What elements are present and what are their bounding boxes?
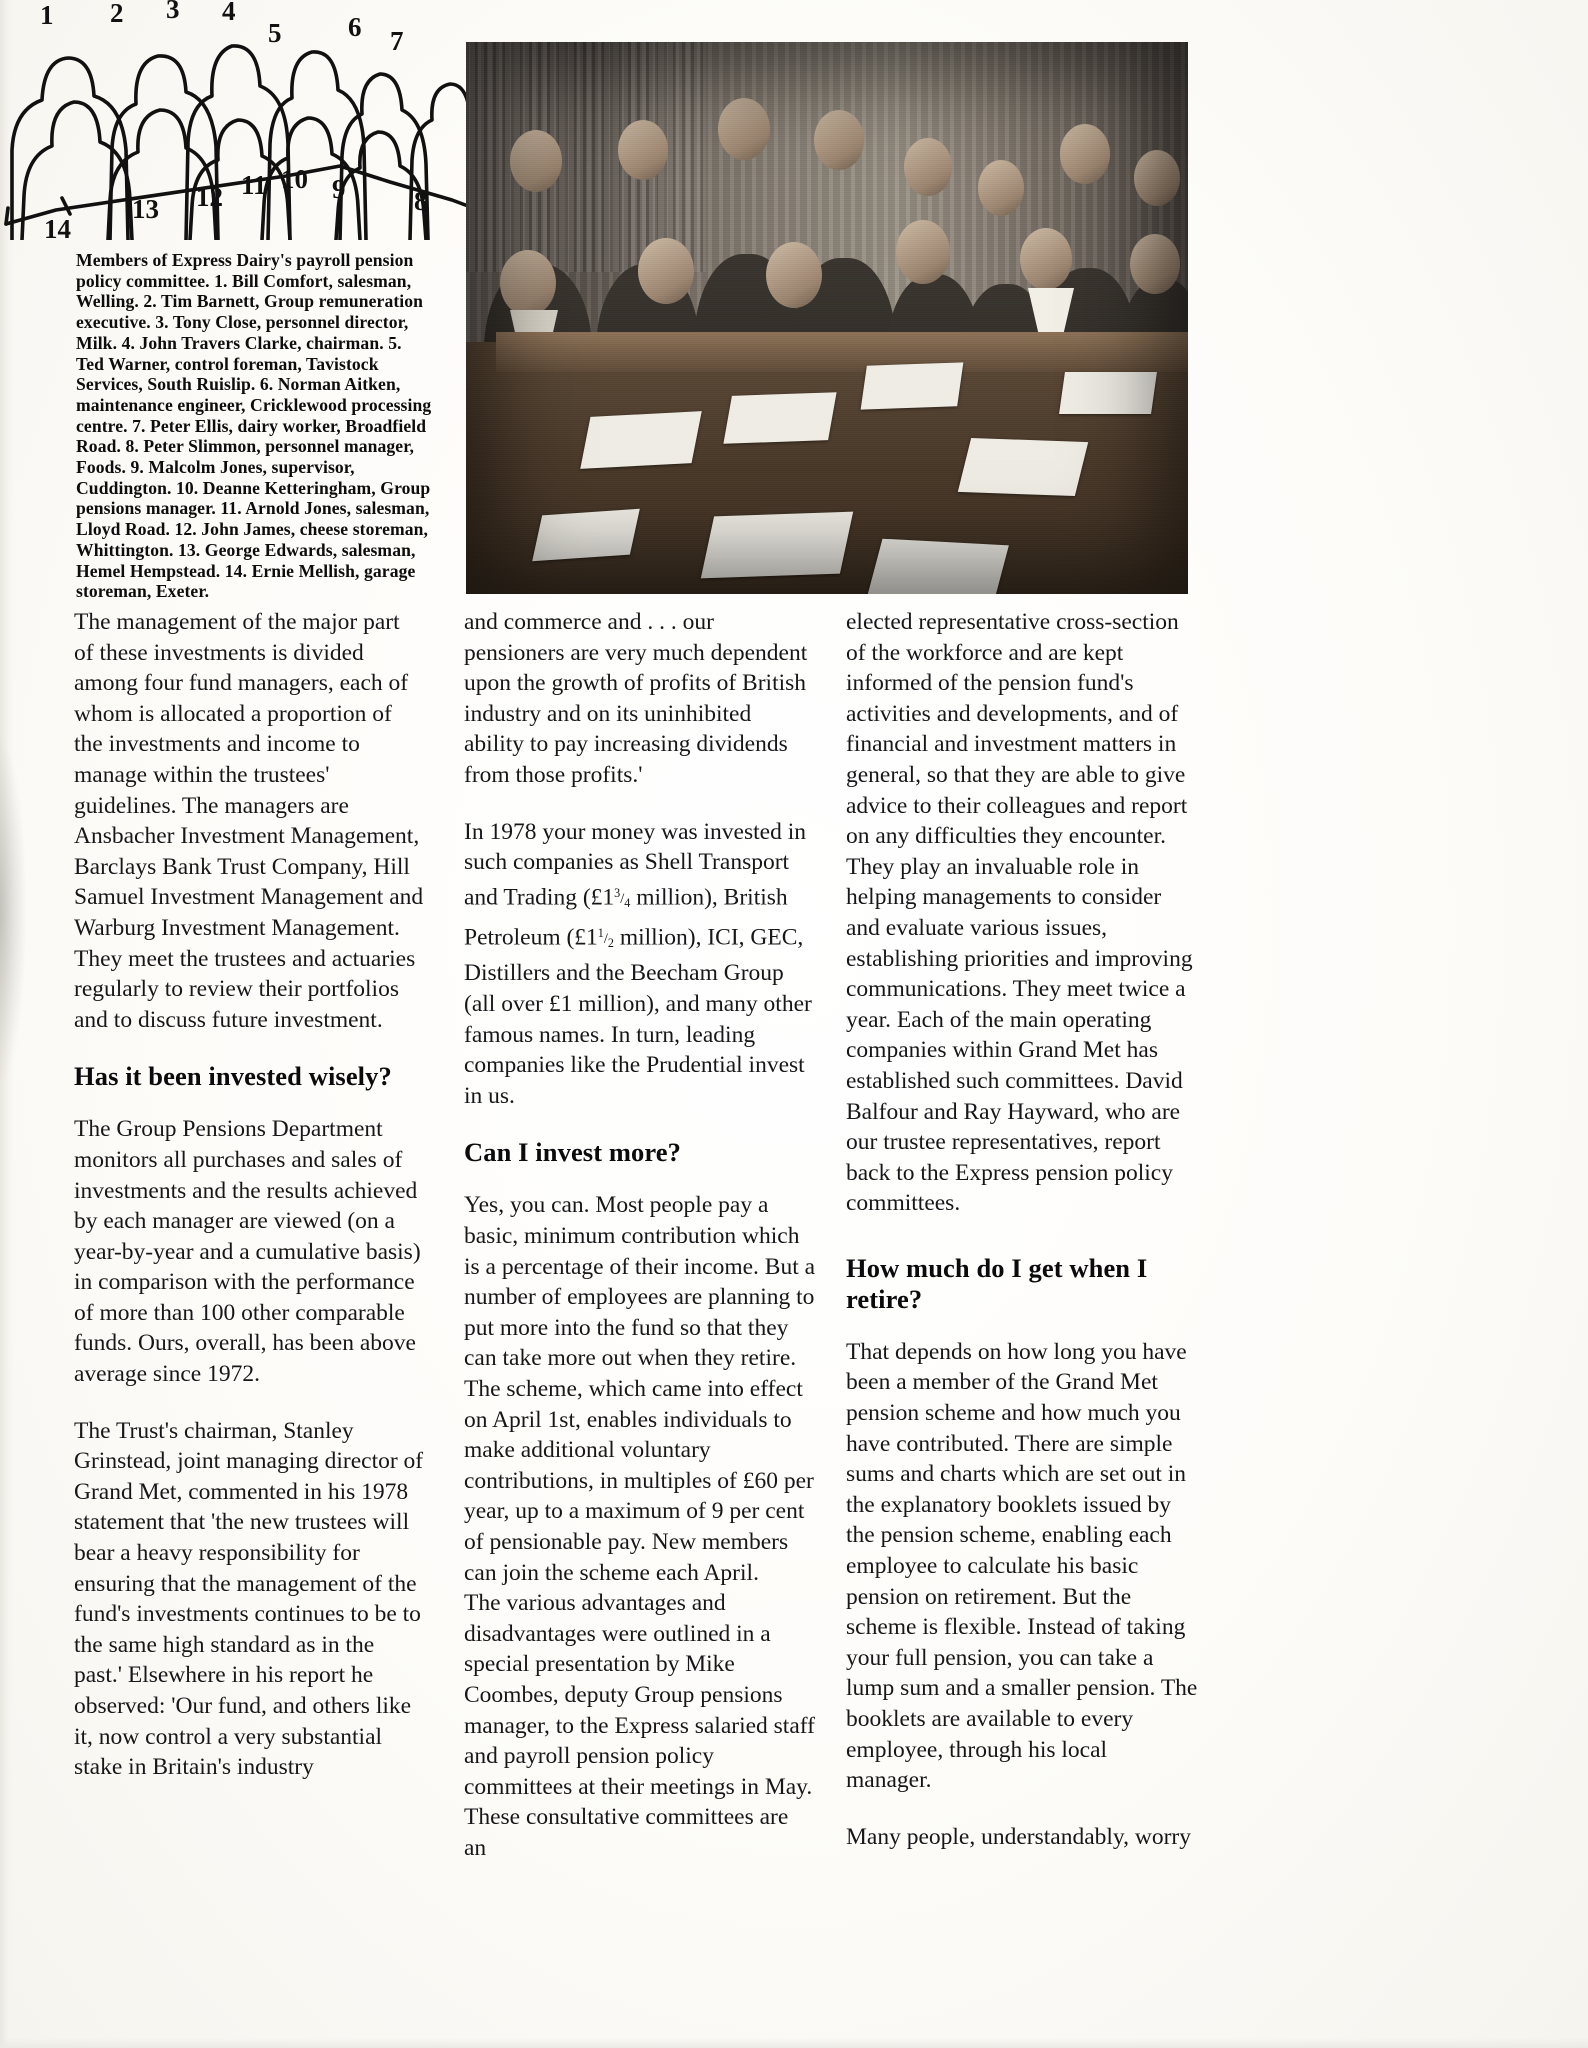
paragraph: Yes, you can. Most people pay a basic, minimum contribution which is a percentage of their income. But a number of employees are planning to put more into the fund so that they can take more out when they retire. The scheme, which came into effect on April 1st, enables individuals to make additional voluntary contributions, in multiples of £60 per year, up to a maximum of 9 per cent of pensionable pay. New members can join the scheme each April. [464,1192,816,1586]
key-number: 11 [241,170,267,200]
key-number: 4 [222,0,236,26]
key-number: 10 [281,164,308,194]
key-number: 5 [268,18,282,48]
paragraph: and commerce and . . . our pensioners are very much dependent upon the growth of profits of British industry and on its uninhibited ability to pay increasing dividends from those profits.' [464,609,808,788]
key-diagram [0,0,470,244]
key-number: 1 [40,0,54,30]
scan-shadow-left [0,740,26,1080]
paragraph: That depends on how long you have been a member of the Grand Met pension scheme and how much you have contributed. There are simple sums and charts which are set out in the explanatory booklets issued by the pension scheme, enabling each employee to calculate his basic pension on retirement. But the scheme is flexible. Instead of taking your full pension, you can take a lump sum and a smaller pension. The booklets are available to every employee, through his local manager. [846,1338,1198,1794]
section-heading-invested-wisely: Has it been invested wisely? [74,1061,392,1092]
paragraph-part-c: million), ICI, GEC, Distillers and the Beecham Group (all over £1 million), and many other famous names. In turn, leading companies like the Prudential invest in us. [464,924,812,1109]
paragraph-part-b: million), British Petroleum (£1 [464,884,788,951]
key-number: 12 [196,182,223,212]
committee-group-photograph [466,42,1188,594]
text-column-3 [846,607,1198,1878]
key-number: 13 [132,194,159,224]
paragraph: The various advantages and disadvantages were outlined in a special presentation by Mike Coombes, deputy Group pensions manager, to the Express salaried staff and payroll pension policy committees at their meetings in May. These consultative committees are an [464,1590,815,1861]
text-column-2 [464,607,816,1889]
photo-caption: Members of Express Dairy's payroll pension policy committee. 1. Bill Comfort, salesman, Welling. 2. Tim Barnett, Group remuneration executive. 3. Tony Close, personnel director, Milk. 4. John Travers Clarke, chairman. 5. Ted Warner, control foreman, Tavistock Services, South Ruislip. 6. Norman Aitken, maintenance engineer, Cricklewood processing centre. 7. Peter Ellis, dairy worker, Broadfield Road. 8. Peter Slimmon, personnel manager, Foods. 9. Malcolm Jones, supervisor, Cuddington. 10. Deanne Ketteringham, Group pensions manager. 11. Arnold Jones, salesman, Lloyd Road. 12. John James, cheese storeman, Whittington. 13. George Edwards, salesman, Hemel Hempstead. 14. Ernie Mellish, garage storeman, Exeter. [76,250,432,602]
key-number: 9 [332,174,346,204]
paragraph-part-a: In 1978 your money was invested in such companies as Shell Transport and Trading (£1 [464,818,807,911]
text-column-1 [74,607,424,1809]
paragraph: The Group Pensions Department monitors all purchases and sales of investments and the results achieved by each manager are viewed (on a year-by-year and a cumulative basis) in comparison with the performance of more than 100 other comparable funds. Ours, overall, has been above average since 1972. [74,1116,421,1388]
section-heading-how-much-i-get: How much do I get when I retire? [846,1252,1148,1314]
key-number: 3 [166,0,180,24]
scan-edge-bottom [0,2038,1588,2048]
fraction-three-quarters: $^3/_4$ [614,885,631,910]
key-number: 7 [390,26,404,56]
paragraph: elected representative cross-section of the workforce and are kept informed of the pension fund's activities and developments, and of financial and investment matters in general, so that they are able to give advice to their colleagues and report on any difficulties they encounter. They play an invaluable role in helping managements to consider and evaluate various issues, establishing priorities and improving communications. They meet twice a year. Each of the main operating companies within Grand Met has established such committees. David Balfour and Ray Hayward, who are our trustee representatives, report back to the Express pension policy committees. [846,609,1193,1217]
key-number: 6 [348,12,362,42]
fraction-one-half: $^1/_2$ [597,926,614,950]
paragraph: The management of the major part of these investments is divided among four fund managers, each of whom is allocated a proportion of the investments and income to manage within the trustees' guidelines. The managers are Ansbacher Investment Management, Barclays Bank Trust Company, Hill Samuel Investment Management and Warburg Investment Management. They meet the trustees and actuaries regularly to review their portfolios and to discuss future investment. [74,609,424,1033]
key-number: 8 [414,186,428,216]
paragraph: Many people, understandably, worry [846,1823,1192,1850]
paragraph: The Trust's chairman, Stanley Grinstead, joint managing director of Grand Met, commented in his 1978 statement that 'the new trustees will bear a heavy responsibility for ensuring that the management of the fund's investments continues to be to the same high standard as in the past.' Elsewhere in his report he observed: 'Our fund, and others like it, now control a very substantial stake in Britain's industry [74,1417,424,1781]
paragraph-with-fractions [464,817,816,1112]
section-heading-invest-more: Can I invest more? [464,1137,681,1168]
key-number: 14 [44,214,71,244]
key-number: 2 [110,0,124,28]
